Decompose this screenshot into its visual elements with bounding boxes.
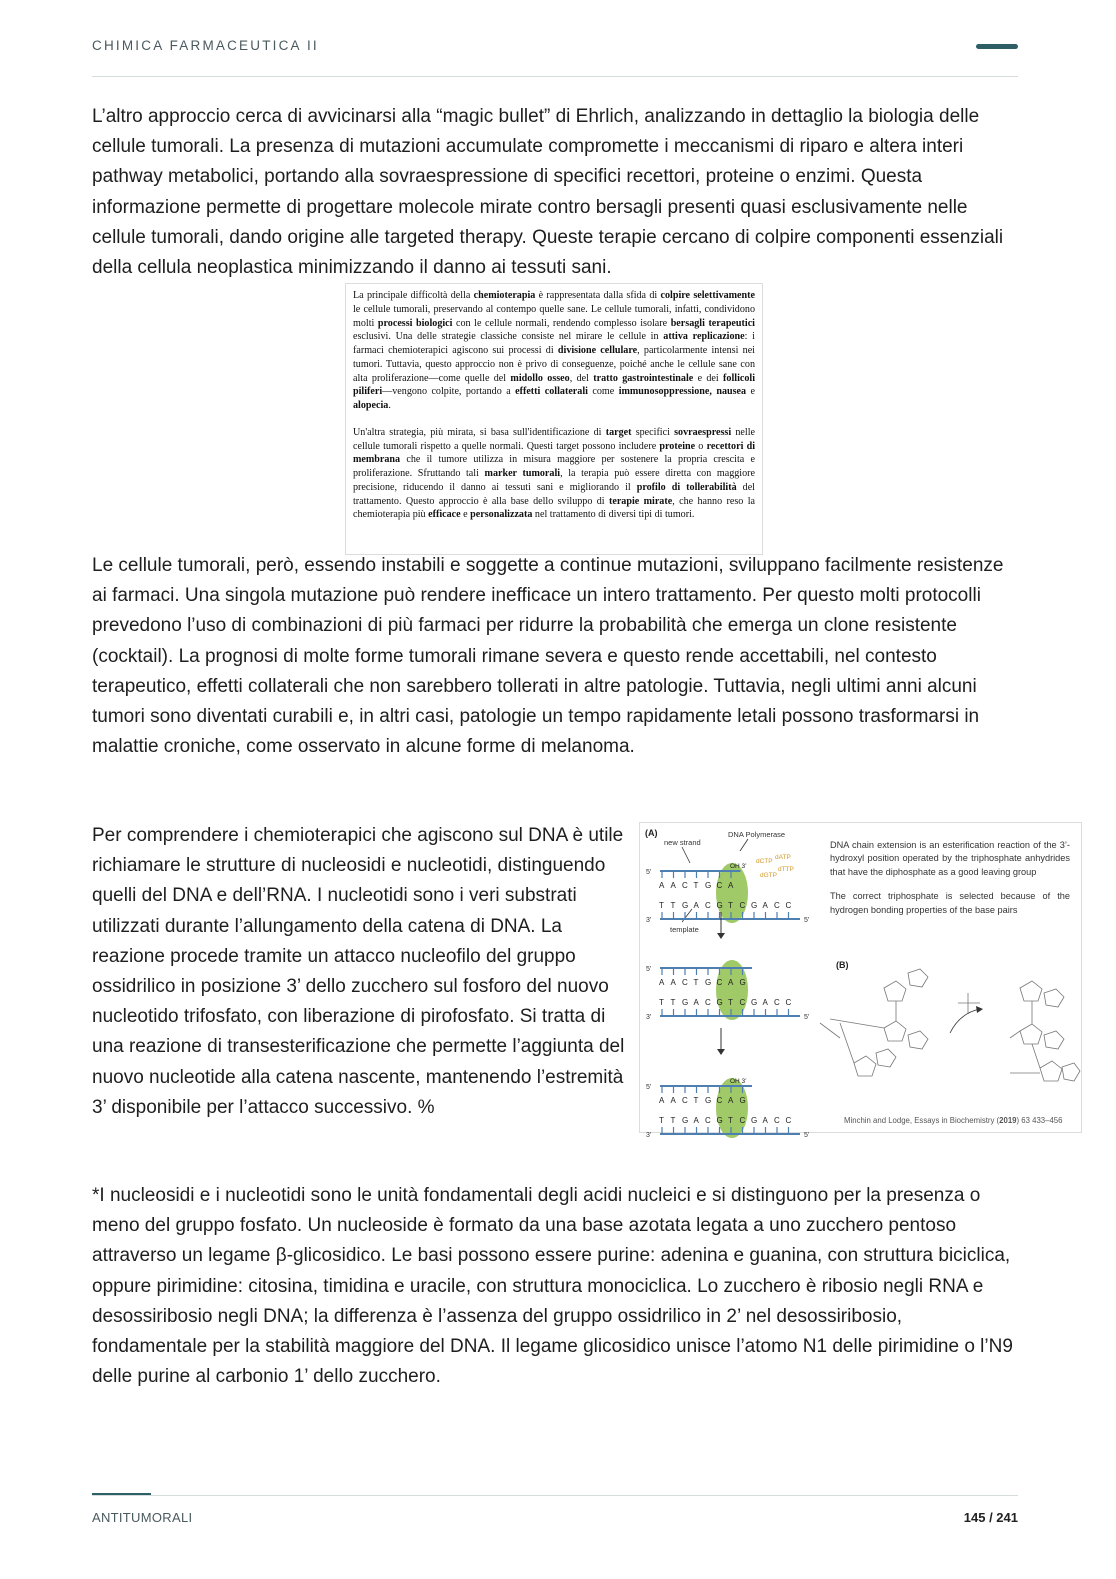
inset-text-run: .: [388, 400, 391, 411]
new-strand-base: A: [659, 1096, 665, 1105]
inset-bold-term: processi biologici: [377, 317, 453, 329]
inset-bold-term: profilo di tollerabilità: [636, 481, 737, 493]
new-strand-base: A: [670, 1096, 676, 1105]
template-base: G: [716, 1116, 723, 1125]
new-strand-base: A: [670, 881, 676, 890]
three-prime-label: 3': [646, 917, 652, 924]
inset-text-run: , particolarmente intensi nei tumori. Tuttavia, questo approccio non è privo di conseguenze, poiché anche le cellule sane con alta proliferazione—come quelle del: [353, 345, 755, 384]
five-prime-label: 5': [804, 1132, 810, 1139]
template-base: T: [670, 1116, 676, 1125]
dntp-label: dTTP: [778, 866, 794, 873]
inset-text-run: nelle cellule tumorali rispetto a quelle normali. Questi target possono includere: [353, 426, 755, 452]
new-strand-base: T: [693, 881, 699, 890]
template-base: T: [670, 998, 676, 1007]
new-strand-pointer: [682, 847, 690, 863]
paragraph-targeted-therapy: L’altro approccio cerca di avvicinarsi alla “magic bullet” di Ehrlich, analizzando in dettaglio la biologia delle cellule tumorali. La presenza di mutazioni accumulate compromette i meccanismi di riparo e altera interi pathway metabolici, portando alla sovraespressione di specifici recettori, proteine o enzimi. Questa informazione permette di progettare molecole mirate contro bersagli presenti quasi esclusivamente nelle cellule tumorali, dando origine alle targeted therapy. Queste terapie cercano di colpire componenti essenziali della cellula neoplastica minimizzando il danno ai tessuti sani.: [92, 106, 1004, 279]
five-prime-label: 5': [804, 917, 810, 924]
base-ring-2: [908, 1031, 928, 1049]
new-strand-base: G: [739, 1096, 746, 1105]
template-base: G: [682, 901, 689, 910]
figure-credit: [844, 1116, 1062, 1125]
template-base: A: [693, 998, 699, 1007]
template-base: T: [728, 1116, 733, 1125]
template-base: C: [774, 998, 780, 1007]
dntp-label: dCTP: [756, 858, 773, 865]
figure-caption-1: DNA chain extension is an esterification reaction of the 3’-hydroxyl position operated by the triphosphate anhydrides that have the diphosphate as a good leaving group: [830, 840, 1070, 877]
template-base: G: [716, 901, 723, 910]
footer-section: ANTITUMORALI: [92, 1510, 193, 1525]
new-strand-base: C: [682, 881, 688, 890]
figure-label-b: (B): [836, 960, 849, 970]
template-base: A: [693, 1116, 699, 1125]
inset-bold-term: sovraespressi: [674, 426, 732, 438]
new-strand-base: A: [728, 1096, 734, 1105]
template-base: C: [705, 1116, 711, 1125]
template-base: C: [739, 901, 746, 910]
header-accent-bar: [976, 44, 1018, 49]
template-base: C: [774, 901, 780, 910]
template-base: T: [659, 1116, 664, 1125]
inset-text-run: con le cellule normali, rendendo complesso isolare: [452, 317, 671, 329]
inset-bold-term: efficace: [428, 509, 461, 521]
inset-text-run: esclusivi. Una delle strategie classiche consiste nel mirare le cellule in: [353, 331, 664, 343]
template-base: A: [762, 901, 768, 910]
new-strand-base: C: [716, 978, 723, 987]
inset-bold-term: colpire selettivamente: [660, 290, 755, 301]
inset-paragraph-2: [353, 426, 755, 522]
dntp-label: dGTP: [760, 872, 777, 879]
new-strand-base: G: [705, 978, 712, 987]
template-base: C: [739, 998, 746, 1007]
figure-caption: [830, 839, 1070, 928]
template-base: G: [751, 998, 758, 1007]
inset-text-run: nel trattamento di diversi tipi di tumori.: [532, 509, 695, 521]
inset-text-run: Un'altra strategia, più mirata, si basa sull'identificazione di: [353, 426, 606, 438]
inset-bold-term: alopecia: [353, 400, 389, 411]
template-base: A: [762, 998, 768, 1007]
template-base: G: [682, 998, 689, 1007]
polymerase-pointer: [740, 839, 748, 851]
new-strand-base: C: [716, 881, 723, 890]
template-base: C: [785, 1116, 792, 1125]
new-strand-base: G: [705, 881, 712, 890]
five-prime-label: 5': [804, 1014, 810, 1021]
inset-bold-term: chemioterapia: [473, 290, 536, 301]
inset-text-run: , che hanno reso la chemioterapia più: [353, 495, 755, 521]
new-strand-base: G: [739, 978, 746, 987]
three-prime-label: 3': [646, 1132, 652, 1139]
header-divider: [92, 76, 1018, 77]
nucleotide-structures: [820, 969, 1080, 1081]
template-base: A: [762, 1116, 768, 1125]
new-strand-base: G: [705, 1096, 712, 1105]
template-pointer: [682, 909, 692, 922]
paragraph-nucleosides-footnote: *I nucleosidi e i nucleotidi sono le unità fondamentali degli acidi nucleici e si distinguono per la presenza o meno del gruppo fosfato. Un nucleoside è formato da una base azotata legata a uno zucchero pentoso attraverso un legame β-glicosidico. Le basi possono essere purine: adenina e guanina, con struttura biciclica, oppure pirimidine: citosina, timidina e uracile, con struttura monociclica. Lo zucchero è ribosio negli RNA e desossiribosio negli DNA; la differenza è l’assenza del gruppo ossidrilico in 2’ nel desossiribosio, fondamentale per la stabilità maggiore del DNA. Il legame glicosidico unisce l’atomo N1 delle pirimidine o l’N9 delle purine al carbonio 1’ dello zucchero.: [92, 1185, 1013, 1388]
template-base: G: [682, 1116, 689, 1125]
inset-bold-term: immunosoppressione, nausea: [618, 386, 747, 398]
inset-paragraph-1: [353, 289, 755, 413]
inset-chemotherapy-box: [345, 283, 763, 555]
template-base: T: [659, 998, 664, 1007]
inset-bold-term: bersagli terapeutici: [670, 317, 755, 329]
inset-bold-term: effetti collaterali: [515, 386, 588, 398]
template-base: T: [670, 901, 676, 910]
sugar-ring-5: [1020, 1024, 1042, 1044]
sugar-ring-3: [854, 1056, 876, 1076]
footer-divider: [92, 1495, 1018, 1496]
template-base: C: [705, 998, 711, 1007]
new-strand-base: C: [682, 978, 688, 987]
inset-bold-term: personalizzata: [470, 509, 533, 521]
sugar-ring-4: [1020, 981, 1042, 1001]
credit-year: 2019: [999, 1116, 1017, 1125]
sugar-ring-1: [884, 981, 906, 1001]
inset-text-run: specifici: [631, 426, 675, 438]
new-strand-label: new strand: [664, 838, 701, 847]
inset-text-run: , del: [569, 372, 594, 384]
template-base: T: [728, 998, 733, 1007]
inset-text-run: del trattamento. Questo approccio è alla base dello sviluppo di: [353, 481, 755, 507]
inset-text-run: —vengono colpite, portando a: [382, 386, 516, 398]
inset-bold-term: target: [605, 426, 632, 438]
five-prime-label: 5': [646, 869, 652, 876]
new-strand-base: C: [682, 1096, 688, 1105]
dntp-label: dATP: [775, 854, 791, 861]
inset-text-run: e dei: [693, 372, 724, 384]
inset-text-run: e: [460, 509, 471, 521]
new-strand-base: T: [693, 978, 699, 987]
inset-bold-term: follicoli piliferi: [353, 372, 756, 398]
inset-text-run: o: [695, 440, 707, 452]
polymerase-label: DNA Polymerase: [728, 830, 786, 839]
template-base: T: [659, 901, 664, 910]
base-ring-3: [876, 1049, 896, 1067]
inset-text-run: come: [587, 386, 619, 398]
template-base: C: [785, 901, 792, 910]
template-base: G: [751, 901, 758, 910]
new-strand-base: A: [670, 978, 676, 987]
three-prime-label: 3': [646, 1014, 652, 1021]
five-prime-label: 5': [646, 966, 652, 973]
paragraph-dna-extension: Per comprendere i chemioterapici che agiscono sul DNA è utile richiamare le strutture di nucleosidi e nucleotidi, distinguendo quelli del DNA e dell’RNA. I nucleotidi sono i veri substrati utilizzati durante l’allungamento della catena di DNA. La reazione procede tramite un attacco nucleofilo del gruppo ossidrilico in posizione 3’ dello zucchero sul fosforo del nuovo nucleotido trifosfato, con liberazione di pirofosfato. Si tratta di una reazione di transesterificazione che permette l’aggiunta del nuovo nucleotide alla catena nascente, mantenendo l’estremità 3’ disponibile per l’attacco successivo. %: [92, 825, 625, 1118]
inset-text-run: e: [746, 386, 755, 398]
sugar-ring-2: [884, 1021, 906, 1041]
paragraph-resistance: Le cellule tumorali, però, essendo instabili e soggette a continue mutazioni, sviluppano facilmente resistenze ai farmaci. Una singola mutazione può rendere inefficace un intero trattamento. Per questo molti protocolli prevedono l’uso di combinazioni di più farmaci per ridurre la probabilità che emerga un clone resistente (cocktail). La prognosi di molte forme tumorali rimane severa e questo rende accettabili, nel contesto terapeutico, effetti collaterali che non sarebbero tollerati in altre patologie. Tuttavia, negli ultimi anni alcuni tumori sono diventati curabili e, in altri casi, patologie un tempo rapidamente letali possono trasformarsi in malattie croniche, come osservato in alcune forme di melanoma.: [92, 555, 1004, 758]
dna-polymerase-figure: [639, 822, 1082, 1139]
base-ring-5: [1044, 1031, 1064, 1049]
dntp-labels: [756, 854, 794, 879]
base-ring-6: [1062, 1063, 1080, 1081]
step-arrow-1-head: [717, 933, 725, 939]
step-arrow-2-head: [717, 1049, 725, 1055]
figure-caption-2: The correct triphosphate is selected because of the hydrogen bonding properties of the base pairs: [830, 891, 1070, 915]
inset-text-run: La principale difficoltà della: [353, 290, 474, 301]
inset-text-run: che il tumore utilizza in misura maggiore per sostenere la propria crescita e proliferazione. Sfruttando tali: [353, 454, 755, 479]
new-strand-base: A: [728, 978, 734, 987]
inset-bold-term: terapie mirate: [608, 495, 673, 507]
new-strand-base: A: [659, 881, 665, 890]
figure-label-a: (A): [645, 828, 658, 838]
template-label: template: [670, 925, 699, 934]
inset-bold-term: marker tumorali: [484, 468, 561, 479]
template-base: T: [728, 901, 733, 910]
oh-3-label: OH 3’: [730, 1078, 747, 1085]
template-base: C: [705, 901, 711, 910]
template-base: G: [751, 1116, 758, 1125]
base-ring-1: [908, 969, 928, 987]
sugar-ring-6: [1040, 1061, 1062, 1081]
new-strand-base: T: [693, 1096, 699, 1105]
inset-bold-term: recettori di membrana: [353, 440, 756, 466]
template-base: G: [716, 998, 723, 1007]
oh-3-label: OH 3’: [730, 863, 747, 870]
inset-bold-term: divisione cellulare: [557, 345, 638, 356]
course-title: CHIMICA FARMACEUTICA II: [92, 38, 319, 53]
five-prime-label: 5': [646, 1084, 652, 1091]
credit-prefix: Minchin and Lodge, Essays in Biochemistry (: [844, 1116, 1000, 1125]
new-strand-base: C: [716, 1096, 723, 1105]
inset-bold-term: proteine: [659, 440, 696, 452]
base-ring-4: [1044, 989, 1064, 1007]
template-base: A: [693, 901, 699, 910]
inset-text-run: è rappresentata dalla sfida di: [535, 290, 661, 301]
template-base: C: [739, 1116, 746, 1125]
template-base: C: [785, 998, 792, 1007]
new-strand-base: A: [728, 881, 734, 890]
inset-bold-term: attiva replicazione: [663, 331, 745, 343]
inset-bold-term: midollo osseo: [510, 372, 570, 384]
inset-bold-term: tratto gastrointestinale: [593, 372, 694, 384]
credit-suffix: ) 63 433–456: [1016, 1116, 1063, 1125]
inset-text-run: : i farmaci chemioterapici agiscono sui processi di: [353, 331, 755, 356]
inset-text-run: , la terapia può essere diretta con maggiore precisione, riducendo il danno ai tessuti sani e migliorando il: [353, 468, 755, 493]
new-strand-base: A: [659, 978, 665, 987]
page-number: 145 / 241: [963, 1510, 1018, 1525]
template-base: C: [774, 1116, 780, 1125]
inset-text-run: le cellule tumorali, preservando al contempo quelle sane. Le cellule tumorali, infatti, condividono molti: [353, 303, 755, 329]
